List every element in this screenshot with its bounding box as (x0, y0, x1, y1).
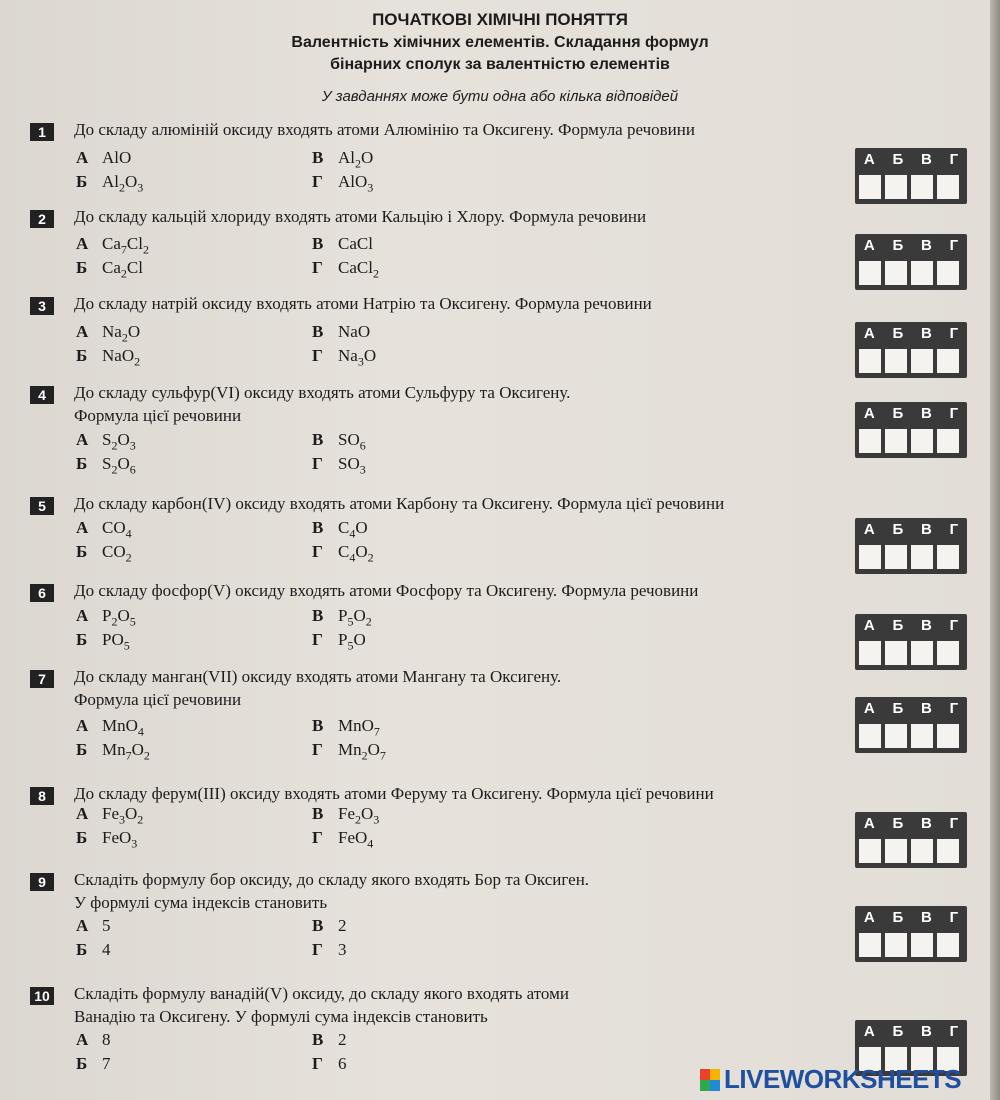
task-number: 8 (30, 787, 54, 805)
answer-grid-letter: Г (949, 151, 959, 168)
answer-checkbox[interactable] (911, 933, 933, 957)
option-a (76, 234, 149, 257)
task-number: 1 (30, 123, 54, 141)
option-letter: Б (76, 542, 88, 561)
answer-checkbox[interactable] (885, 641, 907, 665)
option-v (312, 916, 347, 936)
question-text: До складу карбон(IV) оксиду входять атоми Карбону та Оксигену. Формула цієї речовини (74, 494, 725, 513)
option-letter: Б (76, 828, 88, 847)
answer-grid-letter: Г (949, 909, 959, 926)
answer-grid-letter: А (863, 815, 875, 832)
task-number: 4 (30, 386, 54, 404)
option-formula: $C_4O_2$ (338, 542, 374, 565)
option-g (312, 346, 376, 369)
answer-checkbox[interactable] (859, 429, 881, 453)
option-formula: 7 (102, 1054, 111, 1073)
option-letter: А (76, 1030, 89, 1049)
answer-checkbox[interactable] (859, 641, 881, 665)
option-b (76, 346, 140, 369)
option-a (76, 518, 132, 541)
option-b (76, 542, 132, 565)
answer-checkbox[interactable] (859, 545, 881, 569)
option-letter: Б (76, 1054, 88, 1073)
option-letter: Г (312, 172, 323, 191)
answer-grid-letter: А (863, 151, 875, 168)
logo-wordmark: LIVEWORKSHEETS (724, 1064, 962, 1094)
option-formula: $Fe_3O_2$ (102, 804, 144, 827)
option-letter: А (76, 148, 89, 167)
option-formula: AlO$_3$ (338, 172, 374, 195)
question-text: До складу сульфур(VI) оксиду входять атоми Сульфуру та Оксигену. (74, 383, 571, 402)
option-a (76, 322, 140, 345)
option-formula: $Fe_2O_3$ (338, 804, 380, 827)
answer-grid (855, 234, 967, 290)
option-g (312, 258, 379, 281)
answer-grid-letter: В (921, 151, 932, 168)
answer-grid (855, 614, 967, 670)
answer-checkbox[interactable] (859, 724, 881, 748)
answer-grid-letter: Г (949, 521, 959, 538)
option-letter: Б (76, 740, 88, 759)
answer-grid-letter: А (863, 237, 875, 254)
option-letter: Г (312, 828, 323, 847)
option-a (76, 148, 131, 168)
option-v (312, 518, 368, 541)
option-letter: Г (312, 346, 323, 365)
answer-checkbox[interactable] (937, 261, 959, 285)
option-formula: FeO$_4$ (338, 828, 374, 851)
answer-grid-letter: Б (892, 700, 904, 717)
option-letter: А (76, 322, 89, 341)
answer-grid-letter: Б (892, 909, 904, 926)
option-b (76, 258, 143, 281)
option-formula: 2 (338, 916, 347, 935)
question-text: Формула цієї речовини (74, 690, 242, 709)
option-letter: Б (76, 258, 88, 277)
option-formula: $C_4O$ (338, 518, 368, 541)
option-letter: В (312, 1030, 324, 1049)
answer-checkbox[interactable] (859, 933, 881, 957)
answer-grid-letter: А (863, 521, 875, 538)
answer-grid-letter: Г (949, 700, 959, 717)
task-number: 7 (30, 670, 54, 688)
option-formula: NaO (338, 322, 371, 341)
option-letter: Г (312, 454, 323, 473)
option-letter: В (312, 804, 324, 823)
option-formula: $S_2O_3$ (102, 430, 136, 453)
option-letter: В (312, 606, 324, 625)
option-formula: 5 (102, 916, 111, 935)
option-v (312, 716, 380, 739)
answer-checkbox[interactable] (859, 175, 881, 199)
question-text: Складіть формулу ванадій(V) оксиду, до складу якого входять атоми (74, 984, 569, 1003)
answer-grid-letter: А (863, 909, 875, 926)
answer-grid-letter: В (921, 617, 932, 634)
option-letter: Б (76, 940, 88, 959)
answer-grid-letter: В (921, 325, 932, 342)
answer-checkbox[interactable] (937, 724, 959, 748)
answer-checkbox[interactable] (937, 641, 959, 665)
option-g (312, 828, 373, 851)
option-letter: В (312, 148, 324, 167)
question-text: Ванадію та Оксигену. У формулі сума індексів становить (74, 1007, 488, 1026)
answer-grid-letter: А (863, 405, 875, 422)
answer-checkbox[interactable] (937, 349, 959, 373)
answer-grid-letter: Б (892, 815, 904, 832)
option-letter: Б (76, 172, 88, 191)
question-text: У формулі сума індексів становить (74, 893, 328, 912)
answer-grid-letter: Б (892, 325, 904, 342)
option-letter: В (312, 716, 324, 735)
option-g (312, 940, 347, 960)
option-letter: В (312, 322, 324, 341)
answer-grid-letter: А (863, 325, 875, 342)
option-a (76, 430, 136, 453)
answer-checkbox[interactable] (885, 724, 907, 748)
option-a (76, 716, 144, 739)
question-text: До складу алюміній оксиду входять атоми Алюмінію та Оксигену. Формула речовини (74, 120, 695, 139)
option-formula: $CO_4$ (102, 518, 132, 541)
question-text: До складу ферум(III) оксиду входять атоми Феруму та Оксигену. Формула цієї речовини (74, 784, 714, 803)
answer-grid (855, 812, 967, 868)
option-letter: Г (312, 740, 323, 759)
option-b (76, 172, 143, 195)
option-letter: А (76, 430, 89, 449)
option-formula: MnO$_7$ (338, 716, 380, 739)
task-number: 2 (30, 210, 54, 228)
option-formula: 4 (102, 940, 111, 959)
answer-grid-letter: В (921, 909, 932, 926)
answer-grid-letter: В (921, 700, 932, 717)
answer-checkbox[interactable] (937, 429, 959, 453)
option-letter: В (312, 234, 324, 253)
option-g (312, 172, 373, 195)
option-formula: $P_5O_2$ (338, 606, 372, 629)
option-letter: Г (312, 258, 323, 277)
option-letter: А (76, 716, 89, 735)
option-g (312, 1054, 347, 1074)
answer-checkbox[interactable] (911, 261, 933, 285)
answer-grid (855, 148, 967, 204)
option-letter: А (76, 518, 89, 537)
option-g (312, 454, 366, 477)
answer-grid-letter: Б (892, 1023, 904, 1040)
option-letter: В (312, 916, 324, 935)
option-v (312, 148, 373, 171)
liveworksheets-logo (700, 1064, 961, 1095)
option-formula: $Na_3O$ (338, 346, 377, 369)
answer-grid-letter: В (921, 815, 932, 832)
question-text: Складіть формулу бор оксиду, до складу якого входять Бор та Оксиген. (74, 870, 590, 889)
question-text: До складу фосфор(V) оксиду входять атоми Фосфору та Оксигену. Формула речовини (74, 581, 699, 600)
option-b (76, 940, 111, 960)
answer-grid-letter: Б (892, 405, 904, 422)
logo-icon (700, 1069, 720, 1091)
option-g (312, 630, 366, 653)
option-letter: Г (312, 940, 323, 959)
question-text: Формула цієї речовини (74, 406, 242, 425)
option-v (312, 322, 370, 342)
answer-grid-letter: Б (892, 617, 904, 634)
answer-checkbox[interactable] (885, 261, 907, 285)
task-number: 10 (30, 987, 54, 1005)
option-formula: $Ca_2Cl$ (102, 258, 143, 281)
option-letter: Г (312, 1054, 323, 1073)
option-a (76, 606, 136, 629)
answer-checkbox[interactable] (911, 724, 933, 748)
option-formula: 2 (338, 1030, 347, 1049)
answer-grid (855, 697, 967, 753)
option-formula: $S_2O_6$ (102, 454, 136, 477)
page-subtitle-line-1: Валентність хімічних елементів. Складання формул (291, 34, 709, 51)
page-edge (990, 0, 1000, 1100)
answer-checkbox[interactable] (885, 349, 907, 373)
answer-checkbox[interactable] (885, 839, 907, 863)
option-b (76, 454, 136, 477)
option-formula: MnO$_4$ (102, 716, 144, 739)
instruction-note: У завданнях може бути одна або кілька відповідей (321, 88, 679, 105)
option-b (76, 828, 137, 851)
option-letter: А (76, 804, 89, 823)
option-formula: $P_2O_5$ (102, 606, 136, 629)
page-subtitle-line-2: бінарних сполук за валентністю елементів (330, 56, 670, 73)
answer-grid-letter: Г (949, 325, 959, 342)
answer-checkbox[interactable] (885, 545, 907, 569)
option-letter: А (76, 916, 89, 935)
option-a (76, 804, 143, 827)
question-text: До складу натрій оксиду входять атоми Натрію та Оксигену. Формула речовини (74, 294, 652, 313)
answer-checkbox[interactable] (911, 839, 933, 863)
task-number: 3 (30, 297, 54, 315)
option-v (312, 430, 366, 453)
answer-checkbox[interactable] (911, 349, 933, 373)
answer-grid-letter: В (921, 237, 932, 254)
answer-grid-letter: В (921, 405, 932, 422)
option-b (76, 630, 130, 653)
option-formula: 6 (338, 1054, 347, 1073)
answer-checkbox[interactable] (859, 261, 881, 285)
task-number: 5 (30, 497, 54, 515)
answer-grid-letter: А (863, 617, 875, 634)
answer-grid-letter: Г (949, 237, 959, 254)
answer-checkbox[interactable] (885, 175, 907, 199)
option-formula: $Mn_2O_7$ (338, 740, 386, 763)
option-a (76, 916, 111, 936)
option-letter: Б (76, 630, 88, 649)
option-letter: Б (76, 454, 88, 473)
option-formula: 8 (102, 1030, 111, 1049)
answer-checkbox[interactable] (885, 429, 907, 453)
option-formula: $Ca_7Cl_2$ (102, 234, 149, 257)
answer-grid (855, 518, 967, 574)
answer-checkbox[interactable] (937, 839, 959, 863)
option-formula: $CO_2$ (102, 542, 132, 565)
answer-grid (855, 402, 967, 458)
option-letter: Г (312, 630, 323, 649)
option-formula: $Na_2O$ (102, 322, 141, 345)
option-formula: $SO_3$ (338, 454, 366, 477)
option-formula: $Mn_7O_2$ (102, 740, 150, 763)
question-text: До складу манган(VII) оксиду входять атоми Мангану та Оксигену. (74, 667, 562, 686)
option-v (312, 804, 379, 827)
option-b (76, 740, 150, 763)
task-number: 6 (30, 584, 54, 602)
answer-grid (855, 906, 967, 962)
option-letter: Б (76, 346, 88, 365)
answer-checkbox[interactable] (911, 641, 933, 665)
answer-grid-letter: Б (892, 521, 904, 538)
answer-checkbox[interactable] (911, 175, 933, 199)
option-formula: FeO$_3$ (102, 828, 138, 851)
option-letter: В (312, 430, 324, 449)
task-number: 9 (30, 873, 54, 891)
answer-grid (855, 322, 967, 378)
option-g (312, 542, 374, 565)
option-formula: AlO (102, 148, 132, 167)
option-letter: А (76, 234, 89, 253)
option-formula: CaCl (338, 234, 373, 253)
answer-grid-letter: Б (892, 237, 904, 254)
option-g (312, 740, 386, 763)
answer-grid-letter: Б (892, 151, 904, 168)
option-formula: $SO_6$ (338, 430, 366, 453)
option-b (76, 1054, 111, 1074)
answer-grid-letter: А (863, 1023, 875, 1040)
option-v (312, 234, 373, 254)
option-formula: $Al_2O$ (338, 148, 374, 171)
answer-grid-letter: А (863, 700, 875, 717)
answer-checkbox[interactable] (911, 429, 933, 453)
option-formula: $Al_2O_3$ (102, 172, 144, 195)
option-a (76, 1030, 111, 1050)
option-formula: 3 (338, 940, 347, 959)
answer-checkbox[interactable] (937, 933, 959, 957)
option-letter: Г (312, 542, 323, 561)
answer-grid-letter: Г (949, 1023, 959, 1040)
answer-grid-letter: Г (949, 617, 959, 634)
answer-checkbox[interactable] (911, 545, 933, 569)
answer-grid-letter: В (921, 521, 932, 538)
answer-checkbox[interactable] (937, 545, 959, 569)
answer-checkbox[interactable] (885, 933, 907, 957)
answer-checkbox[interactable] (937, 175, 959, 199)
option-formula: $P_5O$ (338, 630, 366, 653)
option-formula: NaO$_2$ (102, 346, 141, 369)
option-v (312, 1030, 347, 1050)
page-title: ПОЧАТКОВІ ХІМІЧНІ ПОНЯТТЯ (372, 10, 628, 29)
option-letter: В (312, 518, 324, 537)
option-v (312, 606, 372, 629)
option-formula: $PO_5$ (102, 630, 130, 653)
option-formula: CaCl$_2$ (338, 258, 379, 281)
option-letter: А (76, 606, 89, 625)
answer-grid-letter: Г (949, 815, 959, 832)
answer-grid-letter: Г (949, 405, 959, 422)
answer-checkbox[interactable] (859, 349, 881, 373)
question-text: До складу кальцій хлориду входять атоми Кальцію і Хлору. Формула речовини (74, 207, 647, 226)
answer-grid-letter: В (921, 1023, 932, 1040)
answer-checkbox[interactable] (859, 839, 881, 863)
